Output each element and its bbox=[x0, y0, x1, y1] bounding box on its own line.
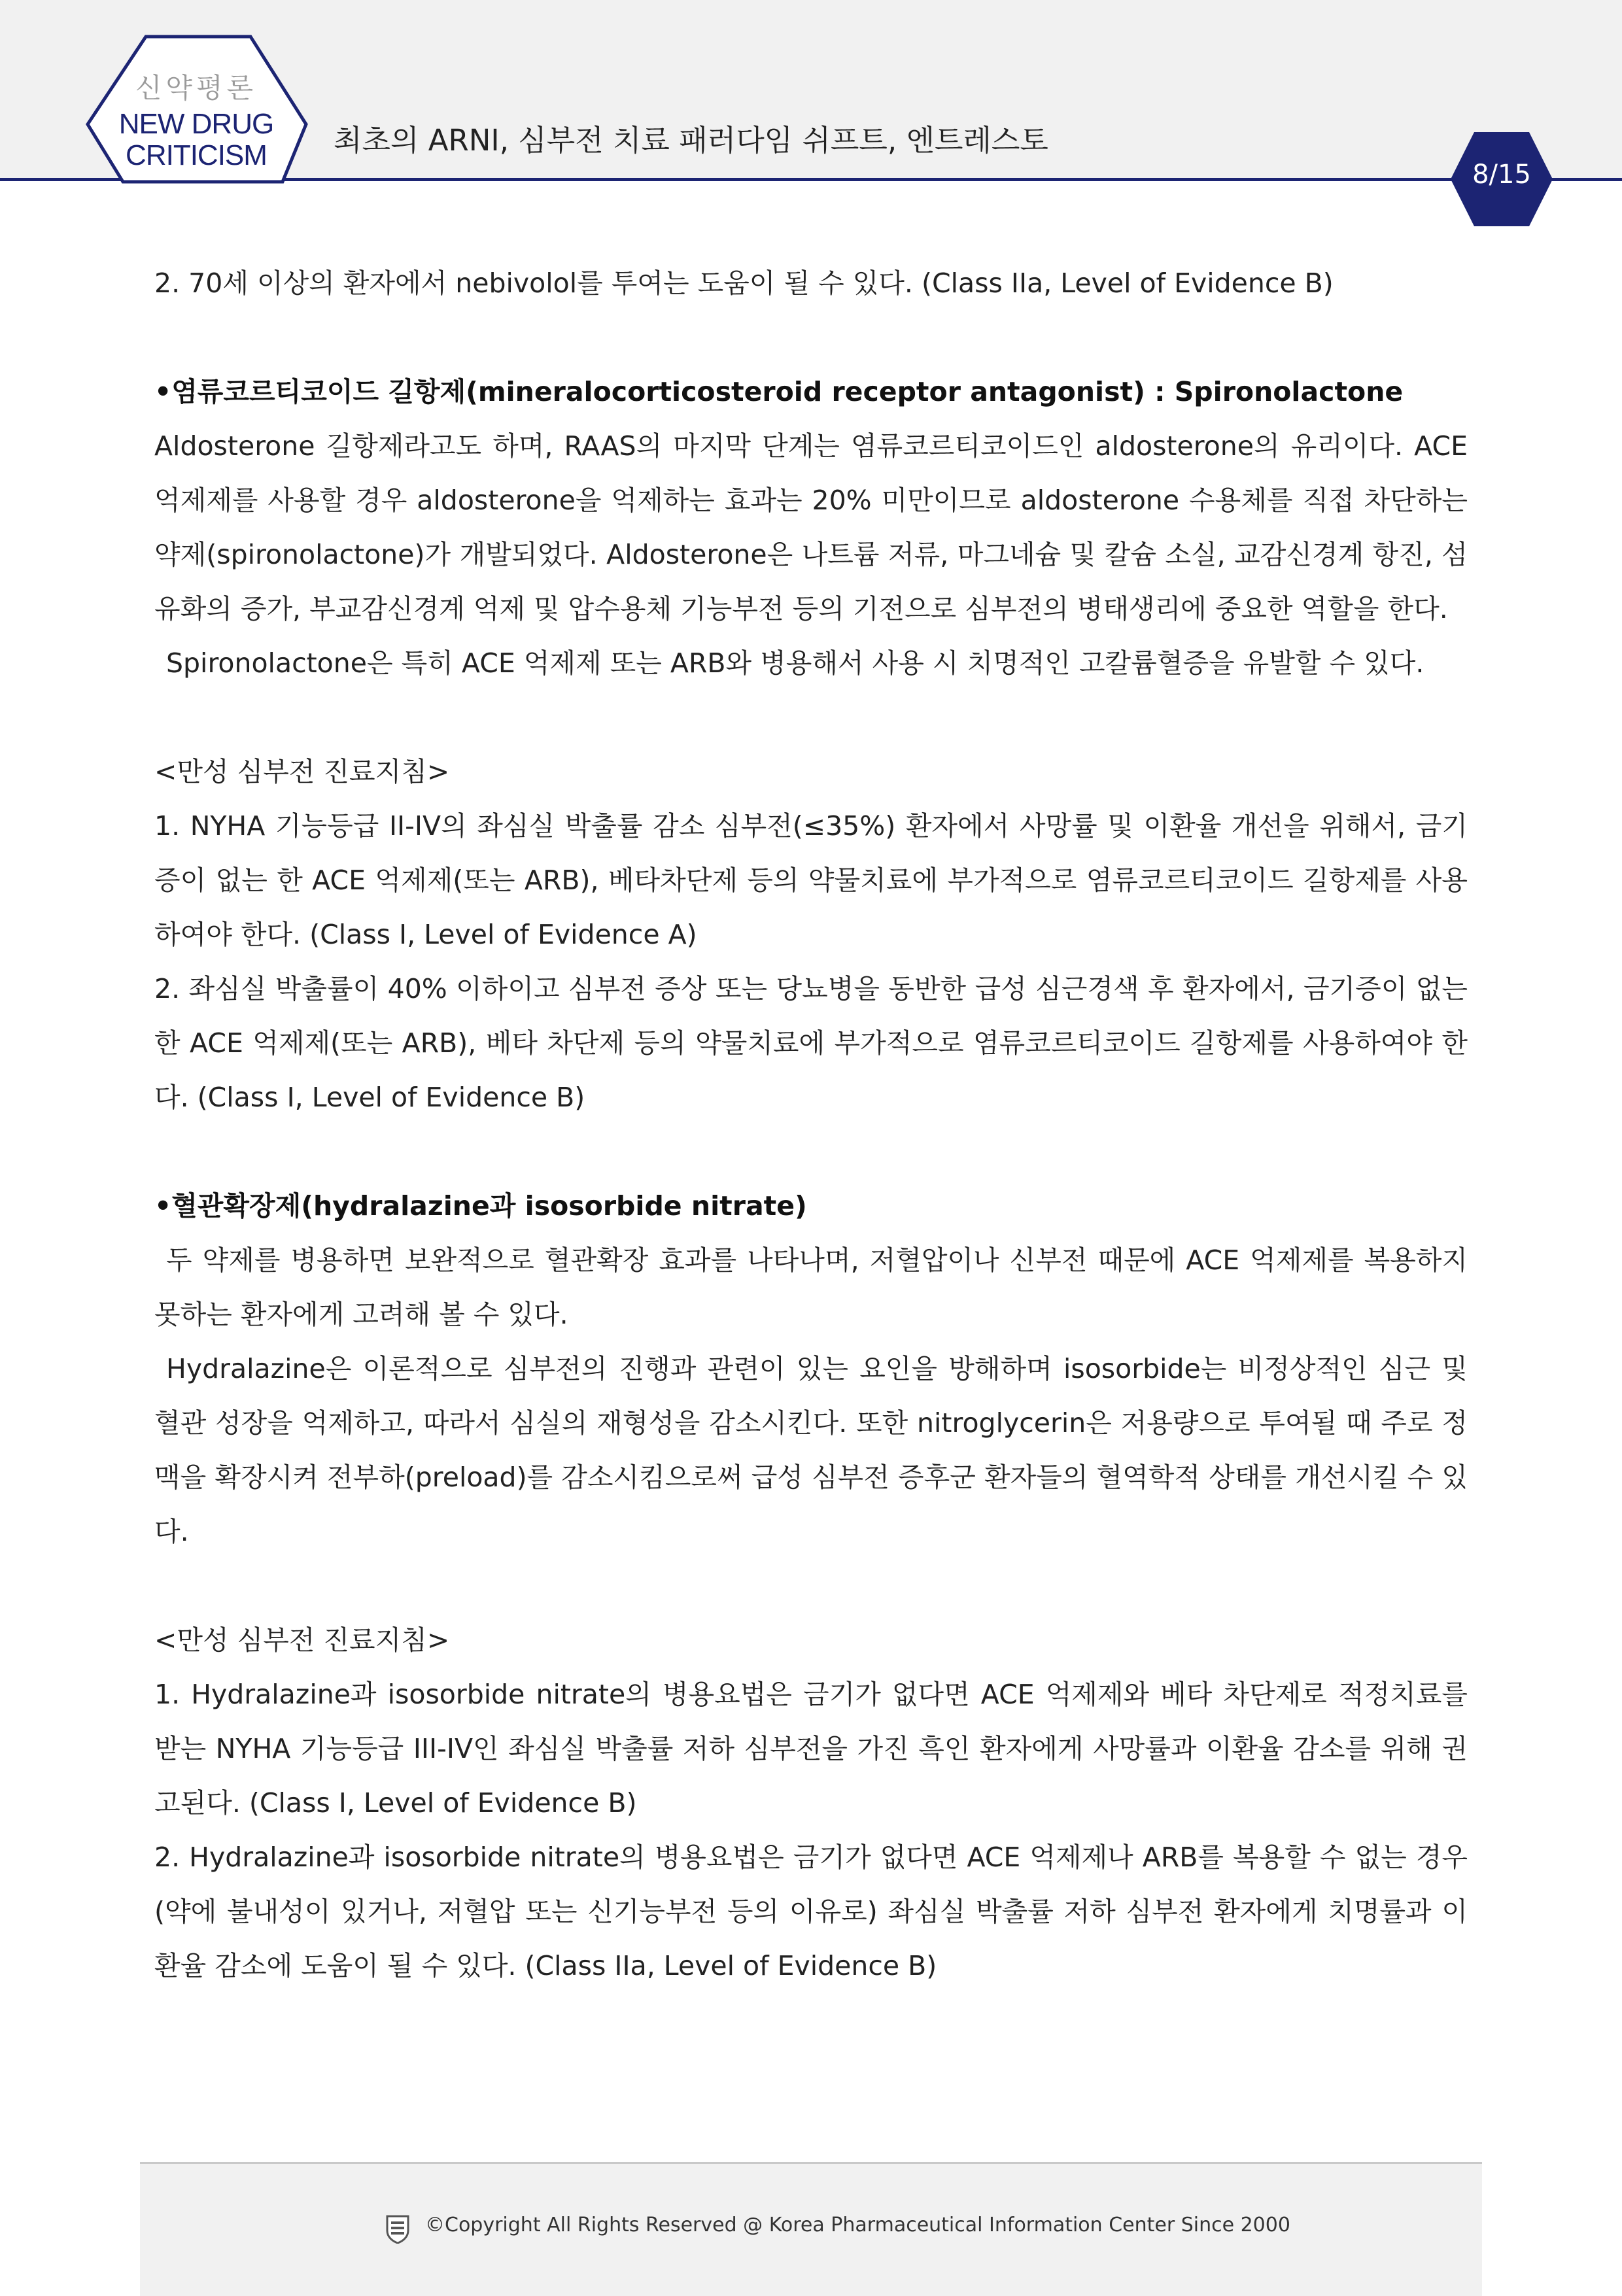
guideline-item-mra-2: 2. 좌심실 박출률이 40% 이하이고 심부전 증상 또는 당뇨병을 동반한 급성 심근경색 후 환자에서, 금기증이 없는 한 ACE 억제제(또는 ARB), 베타 차단제 등의 약물치료에 부가적으로 염류코르티코이드 길항제를 사용하여야 한다. (Class I, Level of Evidence B) bbox=[154, 973, 1468, 1113]
logo-english-line1: NEW DRUG bbox=[118, 108, 274, 140]
guideline-item-mra-1: 1. NYHA 기능등급 II-IV의 좌심실 박출률 감소 심부전(≤35%) 환자에서 사망률 및 이환율 개선을 위해서, 금기증이 없는 한 ACE 억제제(또는 ARB), 베타차단제 등의 약물치료에 부가적으로 염류코르티코이드 길항제를 사용하여야 한다. (Class I, Level of Evidence A) bbox=[154, 810, 1468, 950]
paragraph-hydralazine: Hydralazine은 이론적으로 심부전의 진행과 관련이 있는 요인을 방해하며 isosorbide는 비정상적인 심근 및 혈관 성장을 억제하고, 따라서 심실의 재형성을 감소시킨다. 또한 nitroglycerin은 저용량으로 투여될 때 주로 정맥을 확장시켜 전부하(preload)를 감소시킴으로써 급성 심부전 증후군 환자들의 혈역학적 상태를 개선시킬 수 있다. bbox=[154, 1353, 1468, 1547]
logo-english-line2: CRITICISM bbox=[126, 139, 267, 171]
paragraph-spironolactone: Spironolactone은 특히 ACE 억제제 또는 ARB와 병용해서 사용 시 치명적인 고칼륨혈증을 유발할 수 있다. bbox=[166, 647, 1424, 679]
footer-copyright: ©Copyright All Rights Reserved @ Korea Pharmaceutical Information Center Since 2000 bbox=[425, 2214, 1290, 2236]
paragraph-combination: 두 약제를 병용하면 보완적으로 혈관확장 효과를 나타나며, 저혈압이나 신부전 때문에 ACE 억제제를 복용하지 못하는 환자에게 고려해 볼 수 있다. bbox=[154, 1244, 1468, 1330]
kpic-emblem-icon bbox=[385, 2214, 411, 2244]
paragraph-nebivolol: 2. 70세 이상의 환자에서 nebivolol를 투여는 도움이 될 수 있다. (Class IIa, Level of Evidence B) bbox=[154, 267, 1334, 299]
guideline-item-vasodilator-1: 1. Hydralazine과 isosorbide nitrate의 병용요법은 금기가 없다면 ACE 억제제와 베타 차단제로 적정치료를 받는 NYHA 기능등급 III-IV인 좌심실 박출률 저하 심부전을 가진 흑인 환자에게 사망률과 이환율 감소를 위해 권고된다. (Class I, Level of Evidence B) bbox=[154, 1679, 1468, 1819]
page-indicator: 8/15 bbox=[1472, 160, 1531, 190]
guideline-subheading-2: <만성 심부전 진료지침> bbox=[154, 1624, 450, 1656]
article-body bbox=[154, 256, 1468, 1993]
logo-korean-name: 신약평론 bbox=[135, 72, 258, 104]
guideline-subheading-1: <만성 심부전 진료지침> bbox=[154, 756, 450, 787]
section-heading-mra: •염류코르티코이드 길항제(mineralocorticosteroid receptor antagonist) : Spironolactone bbox=[154, 376, 1404, 407]
guideline-item-vasodilator-2: 2. Hydralazine과 isosorbide nitrate의 병용요법은 금기가 없다면 ACE 억제제나 ARB를 복용할 수 없는 경우(약에 불내성이 있거나, 저혈압 또는 신기능부전 등의 이유로) 좌심실 박출률 저하 심부전 환자에게 치명률과 이환율 감소에 도움이 될 수 있다. (Class IIa, Level of Evidence B) bbox=[154, 1842, 1468, 1981]
paragraph-aldosterone: Aldosterone 길항제라고도 하며, RAAS의 마지막 단계는 염류코르티코이드인 aldosterone의 유리이다. ACE 억제제를 사용할 경우 aldosterone을 억제하는 효과는 20% 미만이므로 aldosterone 수용체를 직접 차단하는 약제(spironolactone)가 개발되었다. Aldosterone은 나트륨 저류, 마그네슘 및 칼슘 소실, 교감신경계 항진, 섬유화의 증가, 부교감신경계 억제 및 압수용체 기능부전 등의 기전으로 심부전의 병태생리에 중요한 역할을 한다. bbox=[154, 430, 1468, 625]
section-heading-vasodilator: •혈관확장제(hydralazine과 isosorbide nitrate) bbox=[154, 1190, 807, 1222]
page-title: 최초의 ARNI, 심부전 치료 패러다임 쉬프트, 엔트레스토 bbox=[334, 123, 1048, 158]
